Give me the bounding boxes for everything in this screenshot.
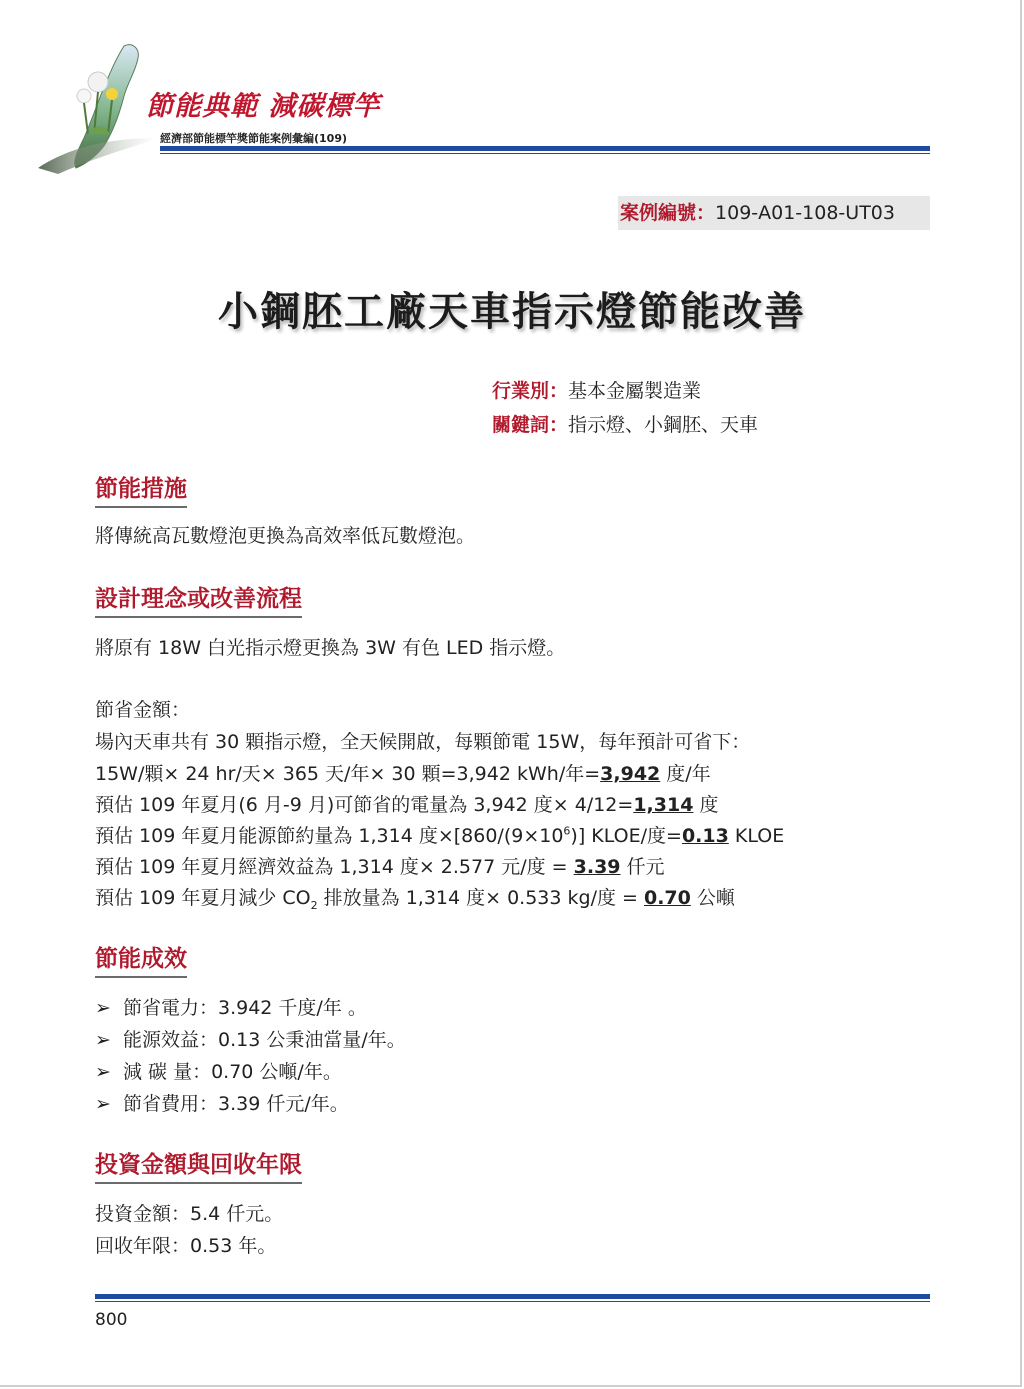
savings-line-1: 場內天車共有 30 顆指示燈，全天候開啟，每顆節電 15W，每年預計可省下： [95,731,751,753]
case-number-value: 109-A01-108-UT03 [715,202,895,224]
industry-label: 行業別： [492,380,569,402]
keywords-label: 關鍵詞： [492,414,569,436]
arrow-bullet-icon: ➢ [95,997,111,1019]
page-title: 小鋼胚工廠天車指示燈節能改善 [218,289,806,335]
header-rule [160,146,930,151]
arrow-bullet-icon: ➢ [95,1061,111,1083]
section-heading-measures: 節能措施 [95,470,187,508]
industry-value: 基本金屬製造業 [568,380,702,402]
section-heading-investment: 投資金額與回收年限 [95,1146,302,1184]
header-logo [28,38,388,178]
payback-period: 回收年限：0.53 年。 [95,1235,277,1257]
savings-line-6-suffix: 公噸 [690,887,735,909]
savings-line-5-value: 3.39 [573,856,621,878]
design-text: 將原有 18W 白光指示燈更換為 3W 有色 LED 指示燈。 [95,637,566,659]
savings-line-4-value: 0.13 [681,825,729,847]
savings-line-6-prefix: 預估 109 年夏月減少 CO [95,887,311,909]
results-item-text: 節省費用：3.39 仟元/年。 [123,1093,349,1115]
results-item-text: 節省電力：3.942 千度/年 。 [123,997,367,1019]
footer-rule-thin [95,1301,930,1302]
section-heading-results: 節能成效 [95,940,187,978]
savings-line-3-prefix: 預估 109 年夏月(6 月-9 月)可節省的電量為 3,942 度× 4/12= [95,794,634,816]
measures-text: 將傳統高瓦數燈泡更換為高效率低瓦數燈泡。 [95,525,476,547]
arrow-bullet-icon: ➢ [95,1093,111,1115]
savings-label: 節省金額： [95,699,191,721]
header-rule-thin [160,153,930,154]
savings-line-6-value: 0.70 [643,887,691,909]
savings-line-2-suffix: 度/年 [660,763,711,785]
savings-line-4-mid: )] KLOE/度= [570,825,682,847]
savings-line-4-suffix: KLOE [728,825,785,847]
savings-line-2-value: 3,942 [600,763,661,785]
footer-rule [95,1294,930,1299]
savings-line-4-sup: 6 [563,824,571,838]
case-number-box [618,196,930,230]
investment-amount: 投資金額：5.4 仟元。 [95,1203,284,1225]
savings-line-2 [95,759,711,786]
savings-line-3-value: 1,314 [633,794,694,816]
results-item [95,993,367,1020]
savings-line-2-prefix: 15W/顆× 24 hr/天× 365 天/年× 30 顆=3,942 kWh/年= [95,763,601,785]
results-item-text: 能源效益：0.13 公秉油當量/年。 [123,1029,406,1051]
savings-line-5-prefix: 預估 109 年夏月經濟效益為 1,314 度× 2.577 元/度 = [95,856,574,878]
page-number: 800 [95,1310,128,1330]
savings-line-5 [95,852,665,879]
section-heading-design: 設計理念或改善流程 [95,580,302,618]
savings-line-3 [95,790,718,817]
results-item-text: 減 碳 量：0.70 公噸/年。 [123,1061,342,1083]
savings-line-5-suffix: 仟元 [620,856,665,878]
results-item [95,1089,349,1116]
savings-line-6 [95,883,735,912]
results-item [95,1025,406,1052]
savings-line-4 [95,821,784,848]
case-number-label: 案例編號： [620,202,716,224]
keywords-line [492,410,758,437]
logo-subtitle: 經濟部節能標竿獎節能案例彙編(109) [160,132,348,145]
savings-line-6-sub: 2 [310,898,318,912]
results-item [95,1057,342,1084]
arrow-bullet-icon: ➢ [95,1029,111,1051]
savings-line-4-prefix: 預估 109 年夏月能源節約量為 1,314 度×[860/(9×10 [95,825,564,847]
keywords-value: 指示燈、小鋼胚、天車 [568,414,759,436]
logo-title: 節能典範 減碳標竿 [146,91,381,122]
savings-line-6-mid: 排放量為 1,314 度× 0.533 kg/度 = [317,887,644,909]
industry-line [492,376,701,403]
savings-line-3-suffix: 度 [693,794,719,816]
